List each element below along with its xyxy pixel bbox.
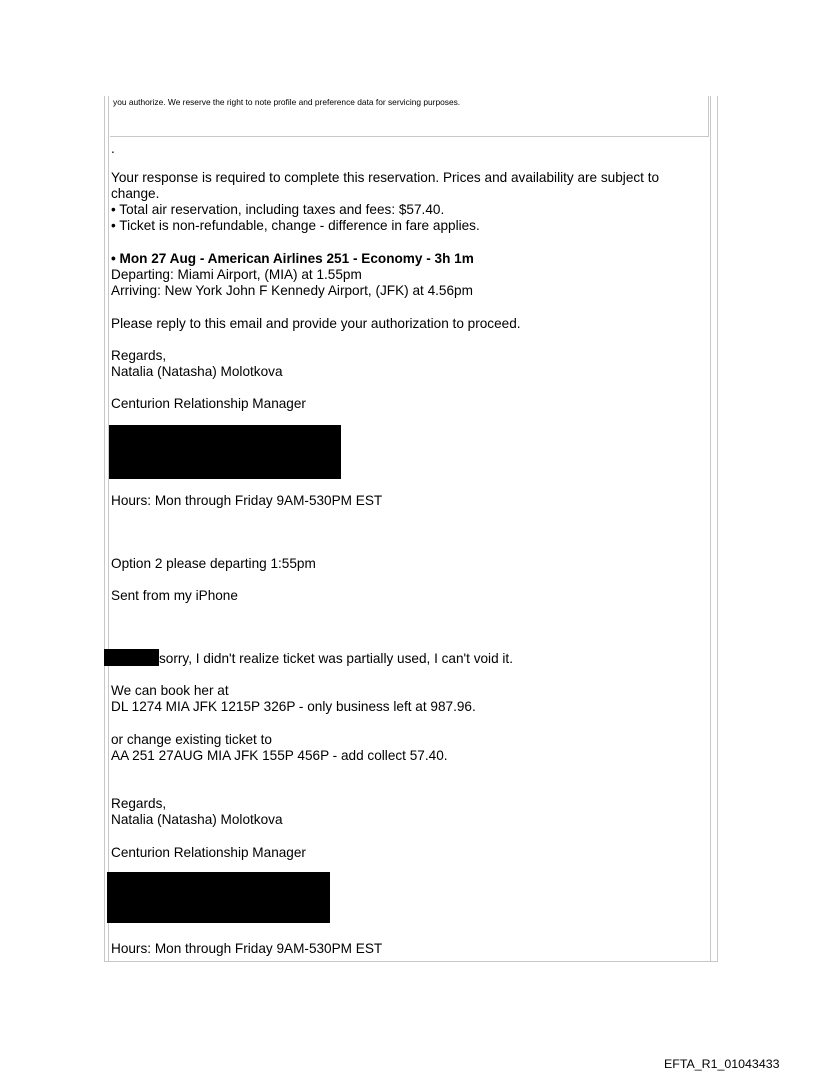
booking-option-intro: We can book her at bbox=[111, 683, 229, 698]
office-hours: Hours: Mon through Friday 9AM-530PM EST bbox=[111, 493, 383, 508]
bullet-total-fare: • Total air reservation, including taxes and fees: $57.40. bbox=[111, 202, 445, 217]
reply-request: Please reply to this email and provide your authorization to proceed. bbox=[111, 316, 521, 331]
bullet-ticket-terms: • Ticket is non-refundable, change - difference in fare applies. bbox=[111, 218, 480, 233]
signature-regards: Regards, bbox=[111, 796, 167, 811]
email-frame-bottom-border bbox=[104, 961, 717, 962]
flight-heading: • Mon 27 Aug - American Airlines 251 - Economy - 3h 1m bbox=[111, 251, 474, 266]
intro-line-2: change. bbox=[111, 186, 160, 201]
booking-option-delta: DL 1274 MIA JFK 1215P 326P - only business left at 987.96. bbox=[111, 699, 476, 714]
privacy-notice: you authorize. We reserve the right to note profile and preference data for servicing purposes. bbox=[113, 97, 461, 107]
arriving-line: Arriving: New York John F Kennedy Airport, (JFK) at 4.56pm bbox=[111, 283, 473, 298]
redaction-block bbox=[109, 425, 341, 479]
option-reply: Option 2 please departing 1:55pm bbox=[111, 556, 316, 571]
office-hours: Hours: Mon through Friday 9AM-530PM EST bbox=[111, 941, 383, 956]
signature-title: Centurion Relationship Manager bbox=[111, 845, 306, 860]
void-apology: sorry, I didn't realize ticket was partially used, I can't void it. bbox=[159, 651, 513, 666]
departing-line: Departing: Miami Airport, (MIA) at 1.55pm bbox=[111, 267, 362, 282]
signature-title: Centurion Relationship Manager bbox=[111, 396, 306, 411]
email-frame-right-border bbox=[710, 96, 718, 962]
separator-dot: . bbox=[111, 141, 115, 156]
email-frame-left-border bbox=[104, 96, 109, 962]
document-id: EFTA_R1_01043433 bbox=[664, 1057, 780, 1071]
signature-name: Natalia (Natasha) Molotkova bbox=[111, 812, 283, 827]
change-option-intro: or change existing ticket to bbox=[111, 732, 272, 747]
redaction-block bbox=[104, 649, 159, 666]
change-option-aa: AA 251 27AUG MIA JFK 155P 456P - add collect 57.40. bbox=[111, 748, 448, 763]
intro-line-1: Your response is required to complete this reservation. Prices and availability are subject to bbox=[111, 170, 660, 185]
sent-from-iphone: Sent from my iPhone bbox=[111, 588, 238, 603]
signature-regards: Regards, bbox=[111, 348, 167, 363]
signature-name: Natalia (Natasha) Molotkova bbox=[111, 364, 283, 379]
redaction-block bbox=[107, 872, 330, 923]
